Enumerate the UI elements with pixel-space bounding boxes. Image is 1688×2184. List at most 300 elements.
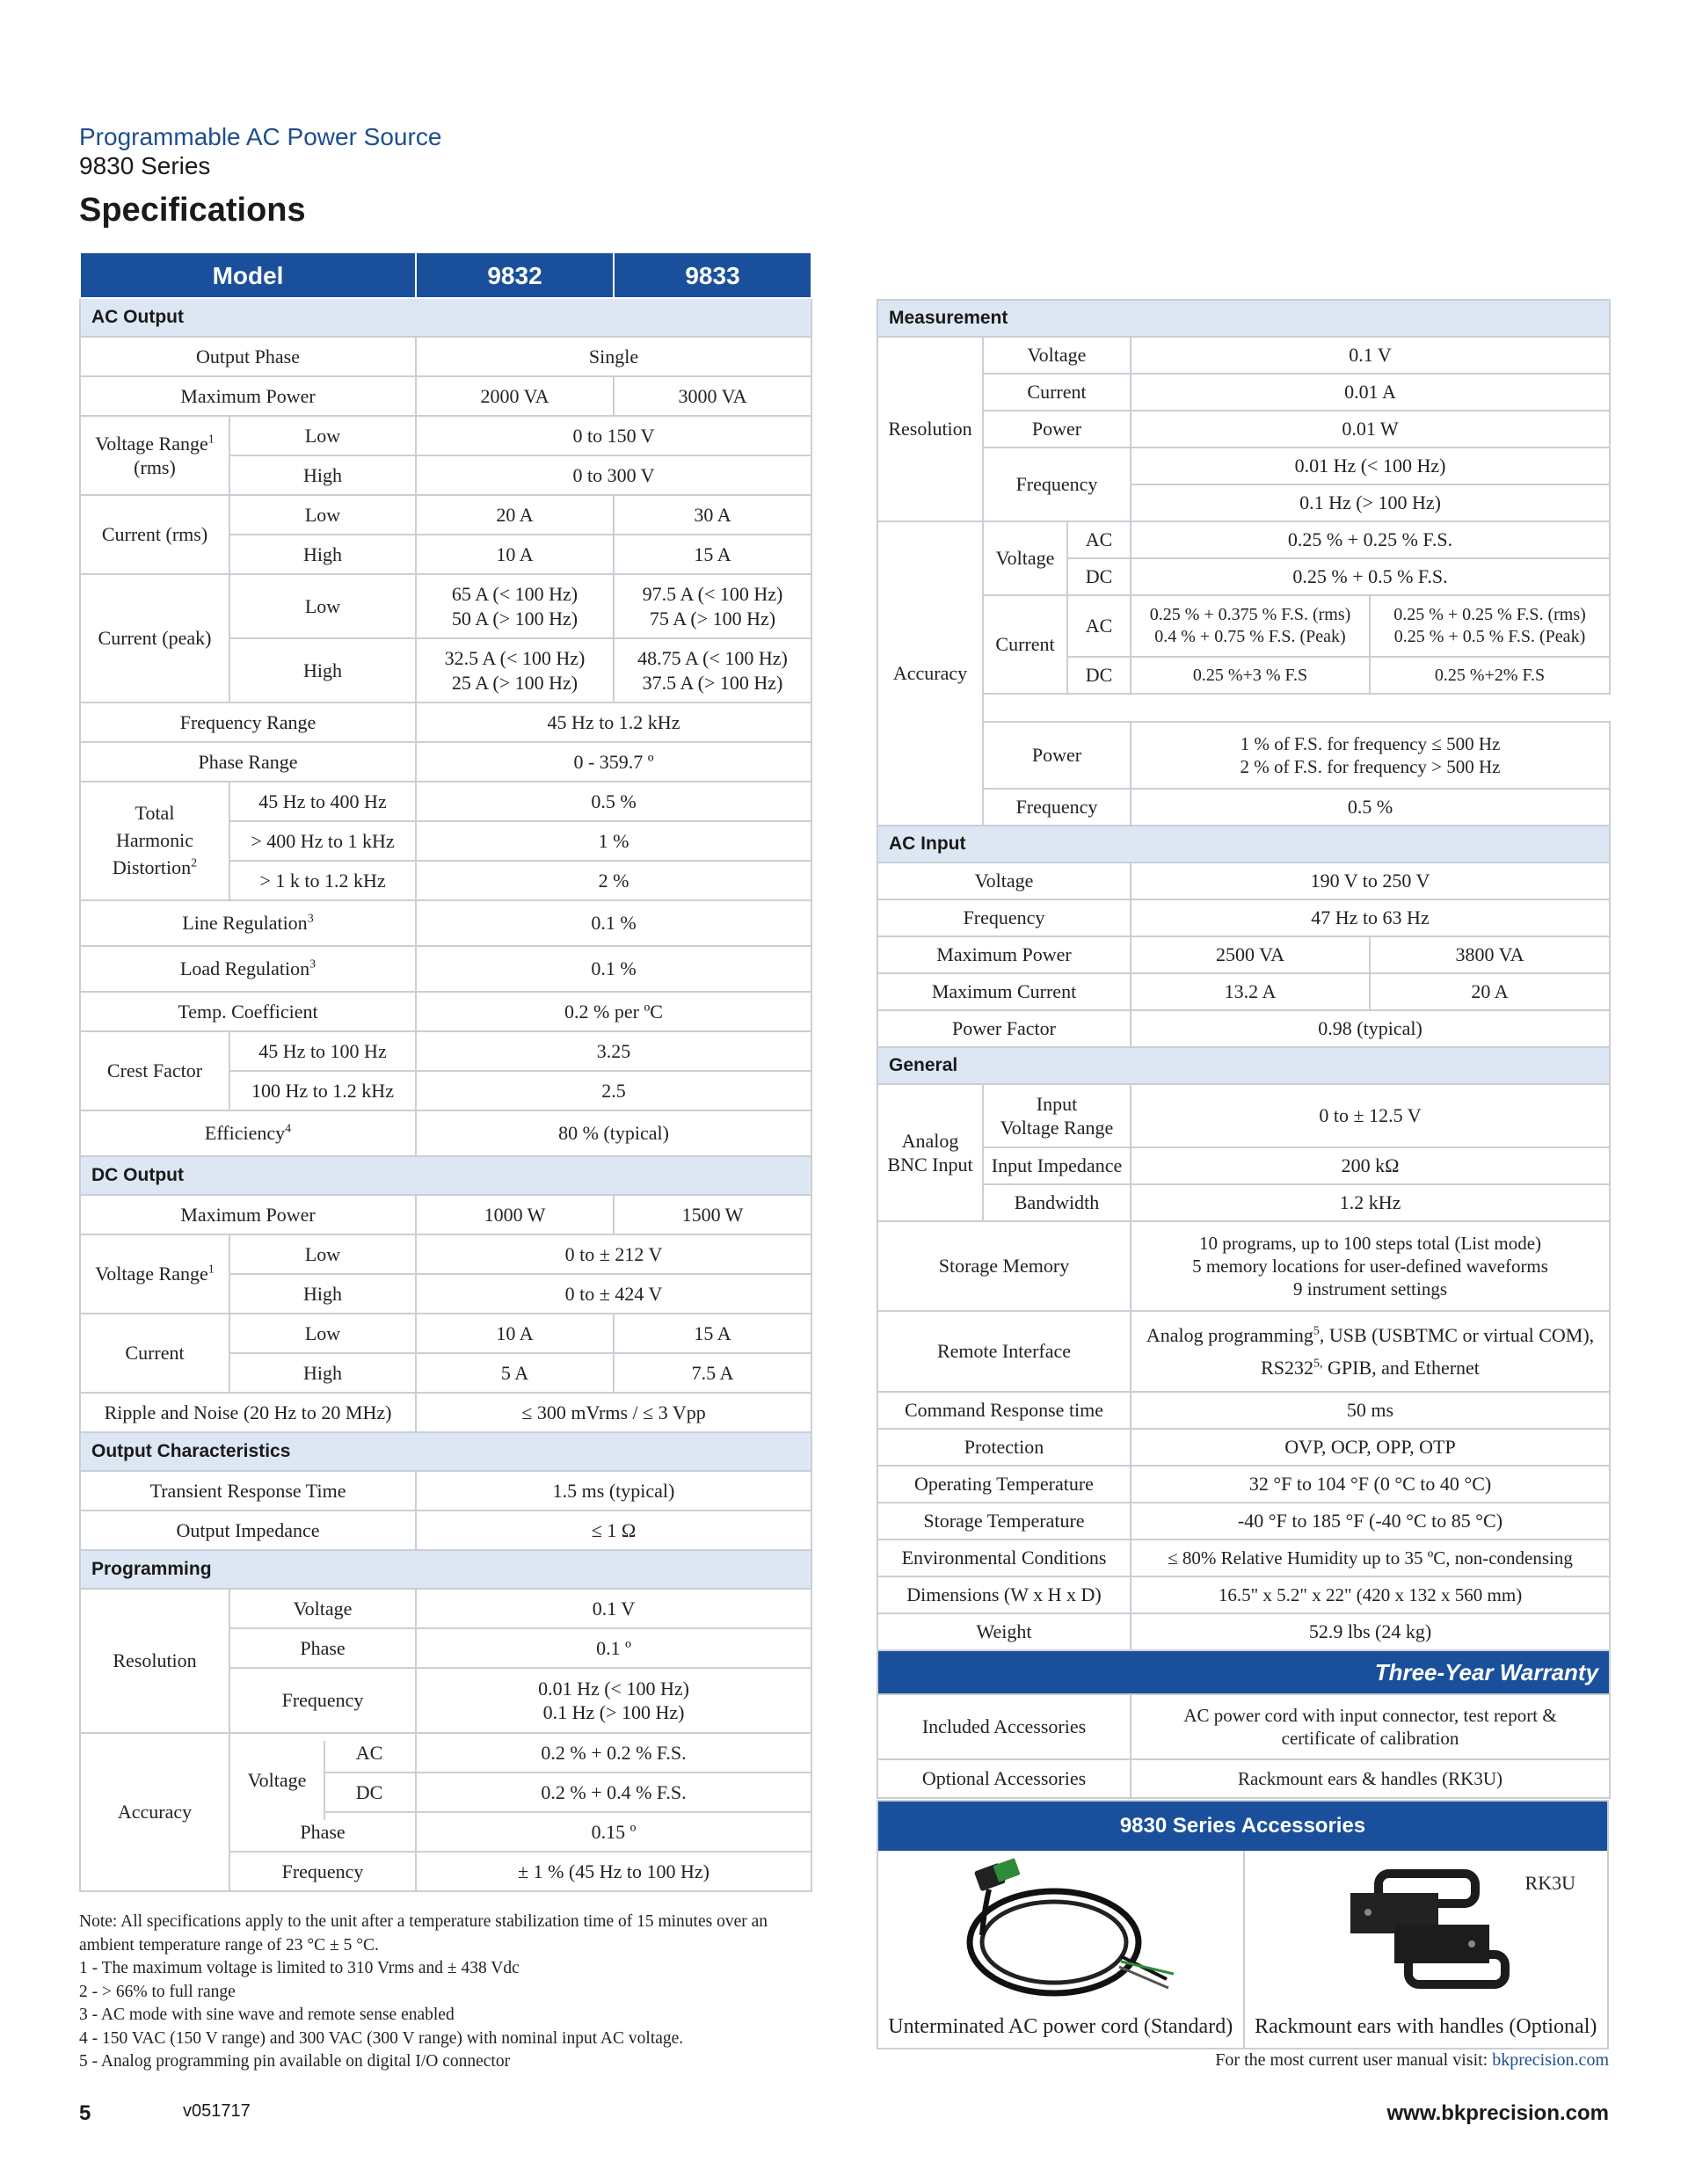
value-line: 32.5 A (< 100 Hz) (444, 647, 586, 669)
sub-label: Low (229, 416, 416, 455)
row-value: 0.2 % + 0.4 % F.S. (416, 1773, 811, 1812)
note-line: 2 - > 66% to full range (79, 1982, 236, 2001)
value-line (1135, 1319, 1605, 1351)
table-row (877, 1147, 1610, 1184)
row-value: 0.1 Hz (> 100 Hz) (1131, 484, 1610, 521)
row-value: 1500 W (614, 1195, 811, 1234)
row-value: 47 Hz to 63 Hz (1131, 899, 1610, 936)
table-row (877, 789, 1610, 826)
sub-label: Power (983, 722, 1131, 789)
accessory-caption: Unterminated AC power cord (Standard) (888, 2015, 1233, 2038)
value-line: certificate of calibration (1281, 1728, 1459, 1749)
row-label: Command Response time (877, 1392, 1131, 1429)
accessory-rackmount (1243, 1851, 1608, 2048)
table-row (80, 900, 811, 946)
row-value: 0.1 V (416, 1589, 811, 1628)
label-line: Voltage Range (1000, 1117, 1114, 1139)
row-value: ≤ 80% Relative Humidity up to 35 ºC, non-condensing (1131, 1540, 1610, 1576)
footnote-ref: 5 (1313, 1324, 1320, 1338)
sub-label: AC (323, 1741, 415, 1765)
table-row (80, 703, 811, 742)
row-value: 16.5" x 5.2" x 22" (420 x 132 x 560 mm) (1131, 1576, 1610, 1613)
label-line: Analog (901, 1129, 959, 1152)
row-value: 0.01 W (1131, 411, 1610, 448)
row-label: Output Impedance (80, 1511, 416, 1550)
row-value: 0 - 359.7 º (416, 742, 811, 782)
sub-label: 45 Hz to 100 Hz (229, 1031, 416, 1071)
section-title: Programming (80, 1550, 811, 1589)
sub-label: Phase (229, 1812, 416, 1852)
row-label: Protection (877, 1429, 1131, 1466)
row-value (416, 574, 614, 638)
sub-label: Input Impedance (983, 1147, 1131, 1184)
row-value: 0.5 % (416, 782, 811, 821)
row-label (80, 946, 416, 992)
row-label (80, 1110, 416, 1156)
table-row (877, 899, 1610, 936)
row-value: 2000 VA (416, 376, 614, 416)
row-value: 5 A (416, 1353, 614, 1393)
value-line: 0.4 % + 0.75 % F.S. (Peak) (1154, 627, 1346, 646)
row-value: 15 A (614, 535, 811, 574)
sub-label: Low (229, 1234, 416, 1274)
website-link[interactable]: www.bkprecision.com (1386, 2101, 1609, 2125)
table-row (877, 1392, 1610, 1429)
row-value (614, 574, 811, 638)
sub-label: AC (1067, 521, 1131, 558)
sub-label: DC (1067, 558, 1131, 595)
row-label (80, 1234, 229, 1314)
table-row (877, 1429, 1610, 1466)
accessory-model-label: RK3U (1524, 1872, 1575, 1894)
model-header-row (80, 252, 811, 298)
value-line: 2 % of F.S. for frequency > 500 Hz (1240, 756, 1501, 777)
accessories-body (878, 1851, 1607, 2048)
sub-label: Voltage (983, 521, 1067, 595)
section-title: DC Output (80, 1156, 811, 1195)
footnote-ref: 4 (285, 1122, 292, 1136)
row-value: 3.25 (416, 1031, 811, 1071)
sub-label: Current (983, 595, 1067, 694)
section-title: AC Output (80, 298, 811, 337)
row-label: Frequency Range (80, 703, 416, 742)
row-value: ≤ 1 Ω (416, 1511, 811, 1550)
row-label: Resolution (80, 1589, 229, 1733)
row-label: Voltage (877, 863, 1131, 899)
row-label: Remote Interface (877, 1311, 1131, 1392)
row-label: Current (rms) (80, 495, 229, 574)
row-label: Output Phase (80, 337, 416, 376)
label-line: Harmonic (116, 829, 193, 852)
row-value: 45 Hz to 1.2 kHz (416, 703, 811, 742)
label-unit: (rms) (134, 456, 176, 478)
row-value: 0 to 300 V (416, 455, 811, 495)
value-line: 10 programs, up to 100 steps total (List mode) (1198, 1232, 1542, 1254)
value-line: 0.25 % + 0.25 % F.S. (rms) (1393, 605, 1586, 624)
row-label: Phase Range (80, 742, 416, 782)
row-label (80, 900, 416, 946)
row-label: Transient Response Time (80, 1471, 416, 1511)
value-line (1135, 1351, 1605, 1384)
sub-label: > 400 Hz to 1 kHz (229, 821, 416, 861)
value-text: Analog programming (1146, 1323, 1313, 1346)
row-value: 0 to ± 12.5 V (1131, 1084, 1610, 1147)
note-line: Note: All specifications apply to the unit after a temperature stabilization time of 15 minutes over an (79, 1912, 768, 1931)
value-line: 50 A (> 100 Hz) (451, 607, 578, 630)
label-text: Distortion (112, 855, 192, 878)
table-row (80, 782, 811, 821)
sub-label: High (229, 455, 416, 495)
table-row (877, 521, 1610, 558)
spacer (983, 694, 1610, 722)
row-value (416, 638, 614, 703)
label-text: Voltage Range (95, 432, 208, 455)
manual-note (1215, 2050, 1609, 2071)
note-line: ambient temperature range of 23 °C ± 5 °C. (79, 1935, 379, 1955)
row-value: 30 A (614, 495, 811, 535)
model-9833: 9833 (614, 252, 811, 298)
model-9832: 9832 (416, 252, 614, 298)
row-value: 20 A (416, 495, 614, 535)
row-label: Temp. Coefficient (80, 992, 416, 1031)
table-row (877, 694, 1610, 722)
row-value: 0.1 º (416, 1628, 811, 1668)
label-line: BNC Input (887, 1154, 973, 1176)
power-cord-image (878, 1851, 1242, 2009)
row-value: 0.2 % + 0.2 % F.S. (416, 1733, 811, 1773)
sub-label: 100 Hz to 1.2 kHz (229, 1071, 416, 1110)
sub-label: Voltage (229, 1589, 416, 1628)
table-row (80, 416, 811, 455)
row-value: 15 A (614, 1314, 811, 1353)
row-value (1131, 1694, 1610, 1759)
section-title: Output Characteristics (80, 1432, 811, 1471)
manual-note-text: For the most current user manual visit: (1215, 2050, 1493, 2070)
table-row (80, 376, 811, 416)
table-row (877, 595, 1610, 657)
row-label: Included Accessories (877, 1694, 1131, 1759)
row-value: 0.25 %+2% F.S (1370, 657, 1610, 694)
table-row (877, 1759, 1610, 1798)
table-row (80, 1314, 811, 1353)
row-label: Storage Temperature (877, 1503, 1131, 1540)
value-line: 9 instrument settings (1293, 1278, 1448, 1300)
row-value: 200 kΩ (1131, 1147, 1610, 1184)
row-value (1131, 1221, 1610, 1311)
table-row (80, 1471, 811, 1511)
row-value: ± 1 % (45 Hz to 100 Hz) (416, 1852, 811, 1891)
section-title: General (877, 1047, 1610, 1084)
section-title: Measurement (877, 300, 1610, 337)
manual-link[interactable]: bkprecision.com (1492, 2050, 1609, 2070)
sub-label: Bandwidth (983, 1184, 1131, 1221)
row-value: OVP, OCP, OPP, OTP (1131, 1429, 1610, 1466)
table-row (877, 973, 1610, 1010)
sub-label: Low (229, 495, 416, 535)
value-line: 75 A (> 100 Hz) (649, 607, 776, 630)
row-label: Ripple and Noise (20 Hz to 20 MHz) (80, 1393, 416, 1432)
row-value: 190 V to 250 V (1131, 863, 1610, 899)
row-value (614, 638, 811, 703)
sub-label: 45 Hz to 400 Hz (229, 782, 416, 821)
footnote-ref: 3 (309, 957, 316, 972)
row-label: Accuracy (877, 521, 983, 826)
row-value: 32 °F to 104 °F (0 °C to 40 °C) (1131, 1466, 1610, 1503)
row-value: 3800 VA (1370, 936, 1610, 973)
row-value: 13.2 A (1131, 973, 1370, 1010)
prog-accuracy-voltage-label: Voltage (230, 1741, 325, 1820)
accessories-panel (877, 1800, 1609, 2049)
note-line: 5 - Analog programming pin available on digital I/O connector (79, 2052, 511, 2071)
row-label (877, 1084, 983, 1221)
sub-label: High (229, 1353, 416, 1393)
row-value: 10 A (416, 535, 614, 574)
accessory-power-cord (878, 1851, 1243, 2048)
footnote-ref: 2 (191, 856, 198, 870)
value-line: 97.5 A (< 100 Hz) (642, 583, 783, 605)
row-value: 1.2 kHz (1131, 1184, 1610, 1221)
table-row (80, 1110, 811, 1156)
sub-label: Frequency (229, 1852, 416, 1891)
sub-label (983, 1084, 1131, 1147)
value-text: RS232 (1261, 1357, 1314, 1379)
value-line: 0.25 % + 0.375 % F.S. (rms) (1149, 605, 1351, 624)
row-label: Optional Accessories (877, 1759, 1131, 1798)
row-label: Maximum Current (877, 973, 1131, 1010)
row-value: 0 to ± 212 V (416, 1234, 811, 1274)
accessories-title: 9830 Series Accessories (878, 1802, 1607, 1851)
row-value: 0.25 % + 0.25 % F.S. (1131, 521, 1610, 558)
row-value: 0.5 % (1131, 789, 1610, 826)
section-dc-output (80, 1156, 811, 1195)
accessory-caption: Rackmount ears with handles (Optional) (1255, 2015, 1597, 2038)
label-line: Total (135, 802, 175, 825)
row-value: 0 to 150 V (416, 416, 811, 455)
row-value: 2500 VA (1131, 936, 1370, 973)
row-value: 0.01 A (1131, 374, 1610, 411)
sub-label: DC (323, 1780, 415, 1805)
value-line: 0.25 % + 0.5 % F.S. (Peak) (1393, 627, 1586, 646)
row-value: 2.5 (416, 1071, 811, 1110)
label-line (84, 855, 225, 882)
row-value (1131, 595, 1370, 657)
row-label: Accuracy (80, 1733, 229, 1891)
table-row (877, 1503, 1610, 1540)
document-version: v051717 (183, 2101, 251, 2121)
footnote-ref: 5, (1313, 1357, 1323, 1371)
note-line: 3 - AC mode with sine wave and remote sense enabled (79, 2006, 455, 2024)
row-value: 7.5 A (614, 1353, 811, 1393)
row-value: Rackmount ears & handles (RK3U) (1131, 1759, 1610, 1798)
row-value: 1 % (416, 821, 811, 861)
value-line: 1 % of F.S. for frequency ≤ 500 Hz (1240, 732, 1501, 754)
value-text: GPIB, and Ethernet (1322, 1357, 1480, 1379)
table-row (877, 374, 1610, 411)
sub-label: Low (229, 1314, 416, 1353)
sub-label: Frequency (983, 789, 1131, 826)
table-row (80, 337, 811, 376)
row-value: 0 to ± 424 V (416, 1274, 811, 1314)
row-label: Power Factor (877, 1010, 1131, 1047)
row-value: 10 A (416, 1314, 614, 1353)
table-row (80, 1234, 811, 1274)
row-label: Maximum Power (80, 1195, 416, 1234)
table-row (877, 1184, 1610, 1221)
footnote-ref: 1 (207, 433, 215, 447)
sub-label: Low (229, 574, 416, 638)
value-line: 5 memory locations for user-defined waveforms (1192, 1255, 1548, 1277)
section-programming (80, 1550, 811, 1589)
row-value: 0.1 V (1131, 337, 1610, 374)
value-line: 0.1 Hz (> 100 Hz) (542, 1701, 685, 1723)
note-line: 1 - The maximum voltage is limited to 310 Vrms and ± 438 Vdc (79, 1959, 520, 1977)
row-value: 0.1 % (416, 900, 811, 946)
footnotes (79, 1911, 818, 2074)
section-measurement (877, 300, 1610, 337)
row-label: Dimensions (W x H x D) (877, 1576, 1131, 1613)
left-spec-table (79, 251, 812, 1892)
table-row (80, 1511, 811, 1550)
footnote-ref: 3 (307, 912, 314, 926)
page-number: 5 (79, 2101, 91, 2125)
table-row (877, 337, 1610, 374)
label-text: Line Regulation (182, 912, 308, 935)
row-label: Current (80, 1314, 229, 1393)
row-label: Weight (877, 1613, 1131, 1650)
label-text: Load Regulation (179, 957, 310, 980)
row-label: Crest Factor (80, 1031, 229, 1110)
value-line: AC power cord with input connector, test report & (1183, 1704, 1557, 1726)
sub-label: High (229, 638, 416, 703)
row-value (416, 1668, 811, 1733)
row-value (1370, 595, 1610, 657)
label-line: Input (1036, 1092, 1078, 1115)
value-text: , USB (USBTMC or virtual COM), (1319, 1323, 1595, 1346)
table-row (80, 1195, 811, 1234)
value-line: 0.01 Hz (< 100 Hz) (538, 1677, 689, 1700)
right-spec-table (877, 299, 1611, 1799)
row-value: 0.15 º (416, 1812, 811, 1852)
row-label: Resolution (877, 337, 983, 521)
sub-label: Frequency (229, 1668, 416, 1733)
page-heading: Specifications (79, 192, 306, 229)
row-value: 20 A (1370, 973, 1610, 1010)
table-row (877, 1010, 1610, 1047)
sub-label: High (229, 535, 416, 574)
table-row (80, 1393, 811, 1432)
sub-label: > 1 k to 1.2 kHz (229, 861, 416, 900)
row-label: Current (peak) (80, 574, 229, 703)
table-row (80, 1589, 811, 1628)
sub-label: Frequency (983, 448, 1131, 521)
table-row (80, 946, 811, 992)
row-value: 2 % (416, 861, 811, 900)
table-row (80, 992, 811, 1031)
table-row (877, 722, 1610, 789)
table-row (877, 863, 1610, 899)
row-value: Single (416, 337, 811, 376)
row-value (1131, 1311, 1610, 1392)
row-label: Maximum Power (877, 936, 1131, 973)
table-row (877, 448, 1610, 484)
footnote-ref: 1 (207, 1263, 215, 1277)
value-line: 25 A (> 100 Hz) (451, 671, 578, 694)
row-value: 0.25 % + 0.5 % F.S. (1131, 558, 1610, 595)
table-row (80, 574, 811, 638)
row-value: 3000 VA (614, 376, 811, 416)
row-value: ≤ 300 mVrms / ≤ 3 Vpp (416, 1393, 811, 1432)
row-value: 0.01 Hz (< 100 Hz) (1131, 448, 1610, 484)
sub-label: High (229, 1274, 416, 1314)
table-row (80, 495, 811, 535)
row-value: 1.5 ms (typical) (416, 1471, 811, 1511)
section-ac-output (80, 298, 811, 337)
sub-label: Phase (229, 1628, 416, 1668)
model-label: Model (80, 252, 416, 298)
warranty-row (877, 1650, 1610, 1694)
row-value: 0.2 % per ºC (416, 992, 811, 1031)
series-name: 9830 Series (79, 152, 211, 179)
table-row (877, 1576, 1610, 1613)
table-row (80, 742, 811, 782)
table-row (877, 1084, 1610, 1147)
value-line: 48.75 A (< 100 Hz) (637, 647, 788, 669)
sub-label: Voltage (983, 337, 1131, 374)
table-row (877, 411, 1610, 448)
sub-label: DC (1067, 657, 1131, 694)
table-row (877, 1613, 1610, 1650)
table-row (80, 1031, 811, 1071)
row-value: -40 °F to 185 °F (-40 °C to 85 °C) (1131, 1503, 1610, 1540)
row-value: 52.9 lbs (24 kg) (1131, 1613, 1610, 1650)
row-value: 0.98 (typical) (1131, 1010, 1610, 1047)
row-value: 50 ms (1131, 1392, 1610, 1429)
label-text: Voltage Range (95, 1263, 208, 1285)
value-line: 65 A (< 100 Hz) (451, 583, 578, 605)
row-label: Environmental Conditions (877, 1540, 1131, 1576)
table-row (877, 1311, 1610, 1392)
section-title: AC Input (877, 826, 1610, 863)
warranty-banner: Three-Year Warranty (877, 1650, 1610, 1694)
sub-label: Power (983, 411, 1131, 448)
section-output-characteristics (80, 1432, 811, 1471)
row-label: Frequency (877, 899, 1131, 936)
row-label: Maximum Power (80, 376, 416, 416)
sub-label: Current (983, 374, 1131, 411)
table-row (877, 1221, 1610, 1311)
row-value: 80 % (typical) (416, 1110, 811, 1156)
value-line: 37.5 A (> 100 Hz) (642, 671, 783, 694)
row-label (80, 782, 229, 900)
row-value: 0.1 % (416, 946, 811, 992)
label-text: Efficiency (204, 1122, 286, 1145)
table-row (877, 1694, 1610, 1759)
row-value: 1000 W (416, 1195, 614, 1234)
row-value (1131, 722, 1610, 789)
document-title: Programmable AC Power Source (79, 123, 442, 150)
note-line: 4 - 150 VAC (150 V range) and 300 VAC (300 V range) with nominal input AC voltage. (79, 2028, 684, 2048)
table-row (80, 1733, 811, 1773)
table-row (877, 936, 1610, 973)
table-row (877, 1540, 1610, 1576)
sub-label: AC (1067, 595, 1131, 657)
section-ac-input (877, 826, 1610, 863)
section-general (877, 1047, 1610, 1084)
row-value: 0.25 %+3 % F.S (1131, 657, 1370, 694)
row-label: Storage Memory (877, 1221, 1131, 1311)
row-label (80, 416, 229, 495)
row-label: Operating Temperature (877, 1466, 1131, 1503)
